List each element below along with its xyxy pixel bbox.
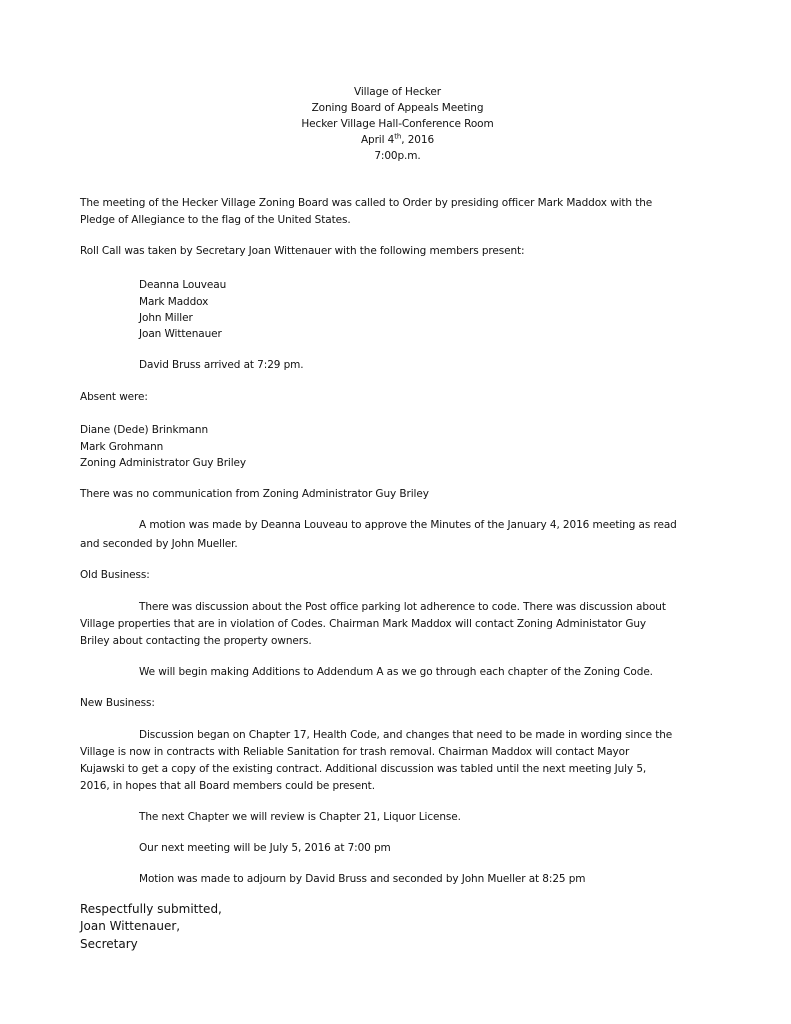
old-business-line-3: Briley about contacting the property owners. [80, 635, 312, 647]
roll-call: Roll Call was taken by Secretary Joan Wittenauer with the following members present: [80, 245, 525, 257]
absent-heading: Absent were: [80, 391, 148, 403]
communication: There was no communication from Zoning Administrator Guy Briley [80, 488, 429, 500]
new-business-line-1: Discussion began on Chapter 17, Health Code, and changes that need to be made in wording since the [139, 729, 673, 741]
header-org: Village of Hecker [354, 86, 441, 98]
adjourn-motion: Motion was made to adjourn by David Bruss and seconded by John Mueller at 8:25 pm [139, 873, 586, 885]
signature-title: Secretary [80, 937, 138, 951]
old-business-heading: Old Business: [80, 569, 150, 581]
header-time: 7:00p.m. [374, 150, 421, 162]
signature-name: Joan Wittenauer, [80, 919, 181, 933]
header-location: Hecker Village Hall-Conference Room [301, 118, 494, 130]
minutes-motion-line-2: and seconded by John Mueller. [80, 538, 238, 550]
header-date-suffix: , 2016 [401, 134, 435, 146]
header-date-sup: th [394, 132, 402, 141]
signature-closing: Respectfully submitted, [80, 902, 222, 916]
late-arrival: David Bruss arrived at 7:29 pm. [139, 359, 304, 371]
old-business-line-1: There was discussion about the Post office parking lot adherence to code. There was discussion about [139, 601, 666, 613]
new-business-line-3: Kujawski to get a copy of the existing contract. Additional discussion was tabled until the next meeting July 5, [80, 763, 647, 775]
new-business-line-2: Village is now in contracts with Reliable Sanitation for trash removal. Chairman Maddox will contact Mayor [80, 746, 630, 758]
header-date [0, 133, 791, 147]
minutes-motion-line-1: A motion was made by Deanna Louveau to approve the Minutes of the January 4, 2016 meeting as read [139, 519, 677, 531]
present-member: John Miller [139, 312, 193, 324]
new-business-line-4: 2016, in hopes that all Board members could be present. [80, 780, 375, 792]
present-member: Deanna Louveau [139, 279, 227, 291]
call-to-order-line-2: Pledge of Allegiance to the flag of the United States. [80, 214, 351, 226]
present-member: Joan Wittenauer [139, 328, 222, 340]
addendum-note: We will begin making Additions to Addendum A as we go through each chapter of the Zoning Code. [139, 666, 653, 678]
next-chapter: The next Chapter we will review is Chapter 21, Liquor License. [139, 811, 461, 823]
header-meeting: Zoning Board of Appeals Meeting [311, 102, 484, 114]
new-business-heading: New Business: [80, 697, 155, 709]
next-meeting: Our next meeting will be July 5, 2016 at 7:00 pm [139, 842, 391, 854]
absent-member: Mark Grohmann [80, 441, 164, 453]
call-to-order-line-1: The meeting of the Hecker Village Zoning Board was called to Order by presiding officer Mark Maddox with the [80, 197, 653, 209]
old-business-line-2: Village properties that are in violation of Codes. Chairman Mark Maddox will contact Zoning Administator Guy [80, 618, 647, 630]
absent-member: Diane (Dede) Brinkmann [80, 424, 209, 436]
present-member: Mark Maddox [139, 296, 209, 308]
header-date-prefix: April 4 [360, 134, 395, 146]
absent-member: Zoning Administrator Guy Briley [80, 457, 247, 469]
